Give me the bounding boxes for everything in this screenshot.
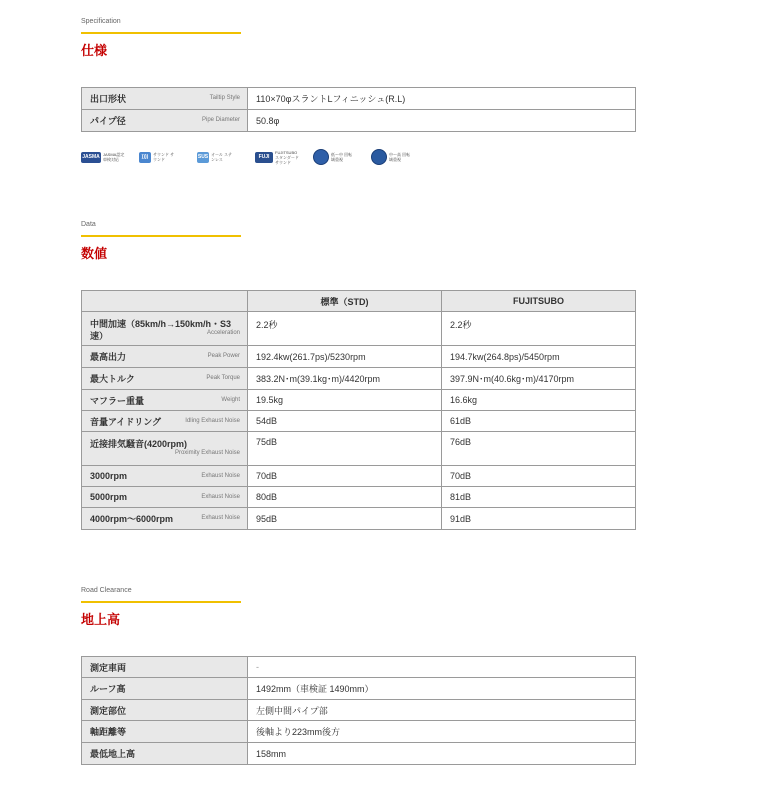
table-row [82,432,636,466]
table-row [82,346,636,368]
data-fujitsubo-value: 76dB [442,432,636,466]
clearance-section-label: Road Clearance [81,587,132,594]
spec-section-rule [81,32,241,34]
table-row [82,508,636,530]
data-fujitsubo-value: 70dB [442,466,636,487]
clearance-row-label: 測定部位 [82,700,248,721]
spec-row-label: 出口形状 Tailtip Style [82,88,248,110]
table-row [82,368,636,390]
spec-row-value: 50.8φ [248,110,636,132]
data-section-title: 数値 [81,246,108,261]
data-fujitsubo-value: 16.6kg [442,390,636,411]
data-row-label: 5000rpm Exhaust Noise [82,487,248,508]
spec-row-label: パイプ径 Pipe Diameter [82,110,248,132]
table-row [82,487,636,508]
sound-icon: )))) サウンド サウンド [139,148,177,166]
data-row-label: マフラー重量 Weight [82,390,248,411]
spec-section-label: Specification [81,18,121,25]
data-fujitsubo-value: 61dB [442,411,636,432]
table-row [82,88,636,110]
stainless-icon: SUS オール ステンレス [197,152,232,162]
clearance-section-title: 地上高 [81,612,121,627]
data-std-value: 383.2N･m(39.1kg･m)/4420rpm [248,368,442,390]
data-fujitsubo-value: 81dB [442,487,636,508]
clearance-row-label: 軸距離等 [82,721,248,743]
rotation-icon: 低～中 回転域重視 [313,148,355,166]
table-row [82,390,636,411]
data-table [81,290,636,530]
clearance-row-label: 測定車両 [82,657,248,678]
spec-row-value: 110×70φスラントLフィニッシュ(R.L) [248,88,636,110]
clearance-row-label: 最低地上高 [82,743,248,765]
data-row-label: 3000rpm Exhaust Noise [82,466,248,487]
spec-section-title: 仕様 [81,43,108,58]
feature-icons [81,148,421,166]
table-row [82,110,636,132]
clearance-section-rule [81,601,241,603]
torque-icon: 中～高 回転域重視 [371,148,413,166]
clearance-row-value: 左側中間パイプ部 [248,700,636,721]
table-row [82,743,636,765]
table-row [82,411,636,432]
clearance-row-label: ルーフ高 [82,678,248,700]
data-row-label: 近接排気騒音(4200rpm) Proximity Exhaust Noise [82,432,248,466]
data-row-label: 音量アイドリング Idling Exhaust Noise [82,411,248,432]
data-std-value: 2.2秒 [248,312,442,346]
table-row [82,657,636,678]
data-std-value: 95dB [248,508,442,530]
data-std-value: 19.5kg [248,390,442,411]
data-std-value: 75dB [248,432,442,466]
data-std-value: 80dB [248,487,442,508]
table-header-row [82,291,636,312]
table-row [82,312,636,346]
fujitsubo-standard-icon: FUJI FUJITSUBO スタンダード サウンド [255,148,299,166]
table-row [82,678,636,700]
clearance-row-value: 158mm [248,743,636,765]
table-row [82,721,636,743]
data-row-label: 4000rpm～6000rpm Exhaust Noise [82,508,248,530]
clearance-row-value: 1492mm（車検証 1490mm） [248,678,636,700]
data-std-value: 54dB [248,411,442,432]
data-row-label: 最高出力 Peak Power [82,346,248,368]
data-fujitsubo-value: 194.7kw(264.8ps)/5450rpm [442,346,636,368]
clearance-row-value: - [248,657,636,678]
data-std-value: 192.4kw(261.7ps)/5230rpm [248,346,442,368]
data-std-value: 70dB [248,466,442,487]
clearance-table [81,656,636,765]
data-fujitsubo-value: 91dB [442,508,636,530]
spec-table [81,87,636,132]
column-header [82,291,248,312]
clearance-row-value: 後軸より223mm後方 [248,721,636,743]
table-row [82,466,636,487]
table-row [82,700,636,721]
data-fujitsubo-value: 397.9N･m(40.6kg･m)/4170rpm [442,368,636,390]
data-fujitsubo-value: 2.2秒 [442,312,636,346]
column-header-fujitsubo: FUJITSUBO [442,291,636,312]
data-section-rule [81,235,241,237]
jasma-icon: JASMA JASMA認定 車検対応 [82,152,125,162]
data-section-label: Data [81,221,96,228]
data-row-label: 最大トルク Peak Torque [82,368,248,390]
column-header-std: 標準（STD) [248,291,442,312]
data-row-label: 中間加速（85km/h→150km/h・S3速） Acceleration [82,312,248,346]
